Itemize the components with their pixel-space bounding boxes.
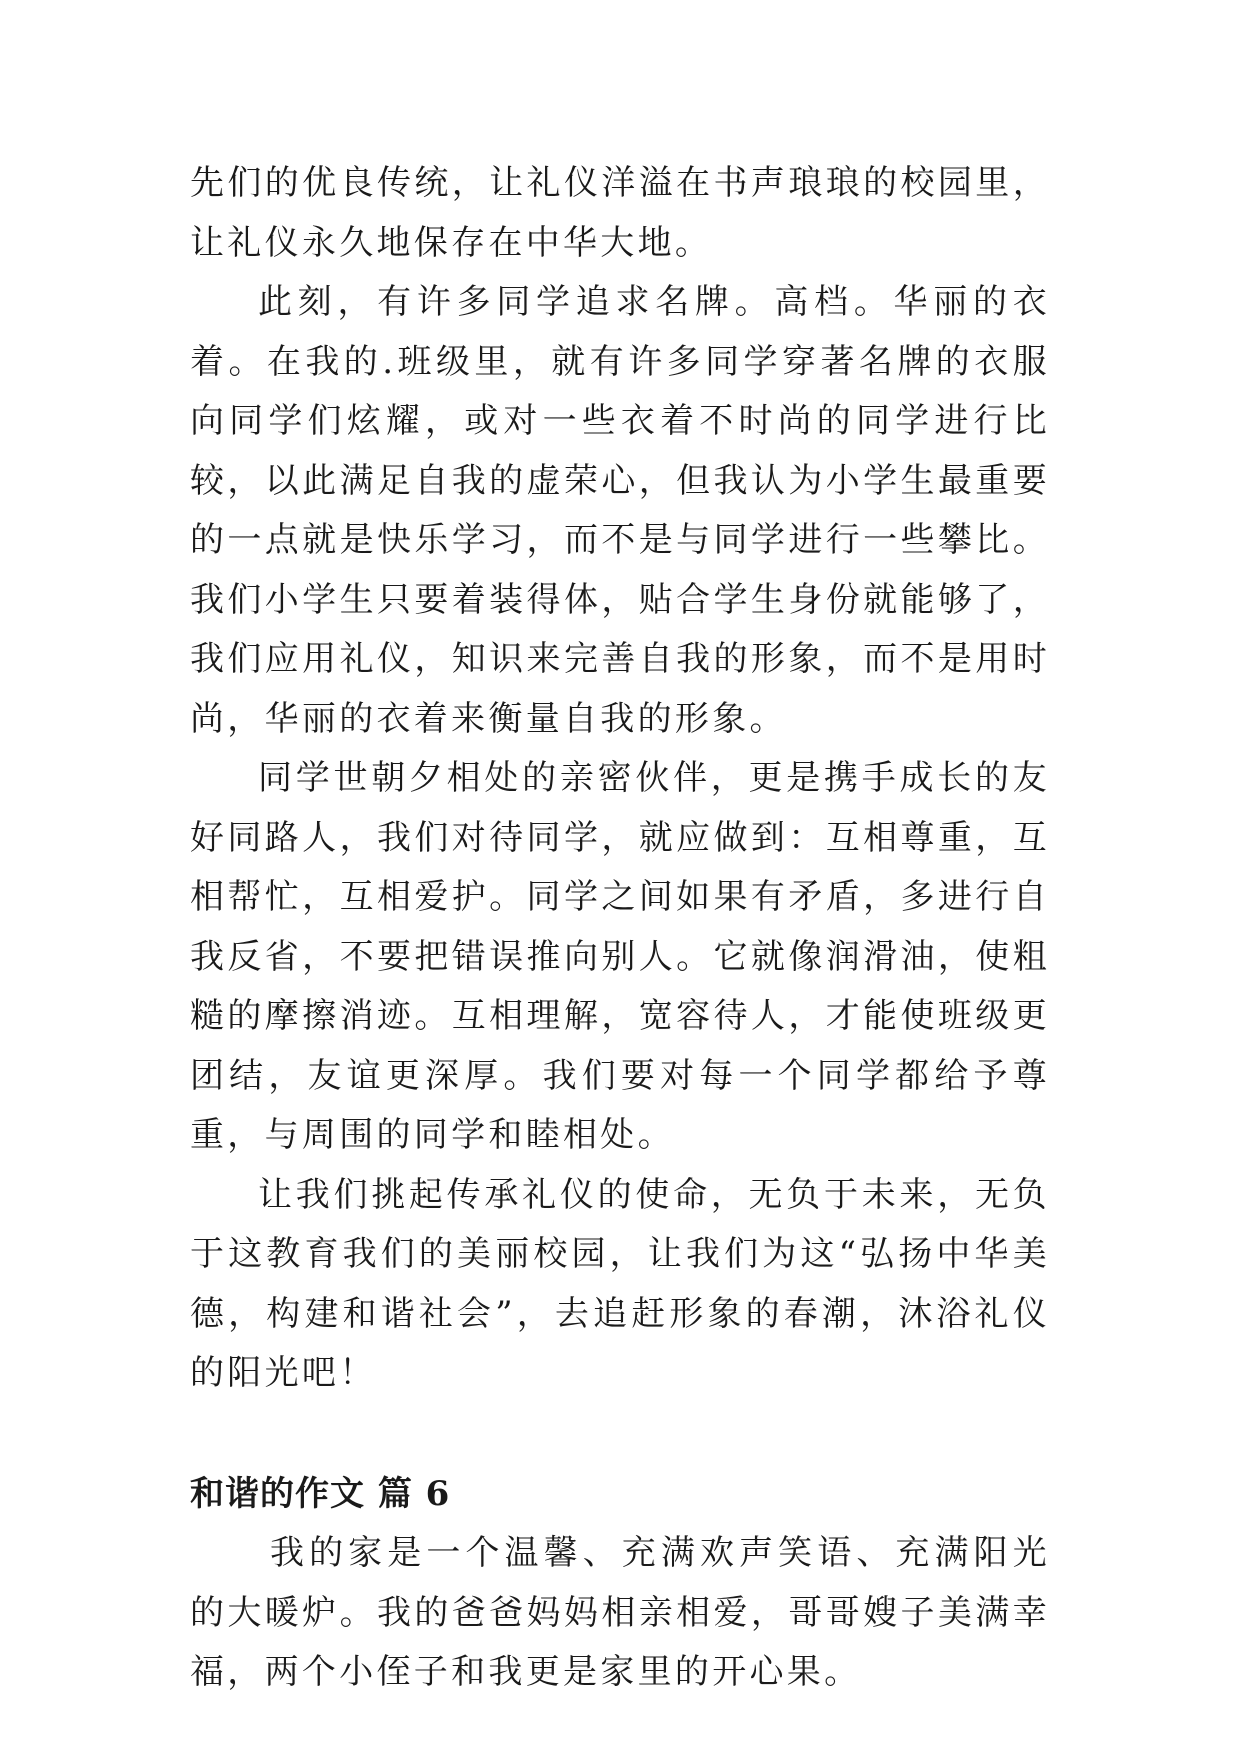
paragraph-family: 我的家是一个温馨、充满欢声笑语、充满阳光的大暖炉。我的爸爸妈妈相亲相爱，哥哥嫂子美满幸福，两个小侄子和我更是家里的开心果。	[190, 1533, 1050, 1692]
section-heading: 和谐的作文 篇 6	[190, 1473, 451, 1514]
document-body	[190, 154, 1050, 1703]
paragraph-conclusion: 让我们挑起传承礼仪的使命，无负于未来，无负于这教育我们的美丽校园，让我们为这“弘扬中华美德，构建和谐社会”，去追赶形象的春潮，沐浴礼仪的阳光吧！	[190, 1174, 1050, 1393]
paragraph-fashion: 此刻，有许多同学追求名牌。高档。华丽的衣着。在我的.班级里，就有许多同学穿著名牌的衣服向同学们炫耀，或对一些衣着不时尚的同学进行比较，以此满足自我的虚荣心，但我认为小学生最重要的一点就是快乐学习，而不是与同学进行一些攀比。我们小学生只要着装得体，贴合学生身份就能够了，我们应用礼仪，知识来完善自我的形象，而不是用时尚，华丽的衣着来衡量自我的形象。	[190, 282, 1050, 739]
paragraph-continuation: 先们的优良传统，让礼仪洋溢在书声琅琅的校园里，让礼仪永久地保存在中华大地。	[190, 163, 1050, 263]
paragraph-classmates: 同学世朝夕相处的亲密伙伴，更是携手成长的友好同路人，我们对待同学，就应做到：互相尊重，互相帮忙，互相爱护。同学之间如果有矛盾，多进行自我反省，不要把错误推向别人。它就像润滑油，使粗糙的摩擦消迹。互相理解，宽容待人，才能使班级更团结，友谊更深厚。我们要对每一个同学都给予尊重，与周围的同学和睦相处。	[190, 758, 1050, 1155]
